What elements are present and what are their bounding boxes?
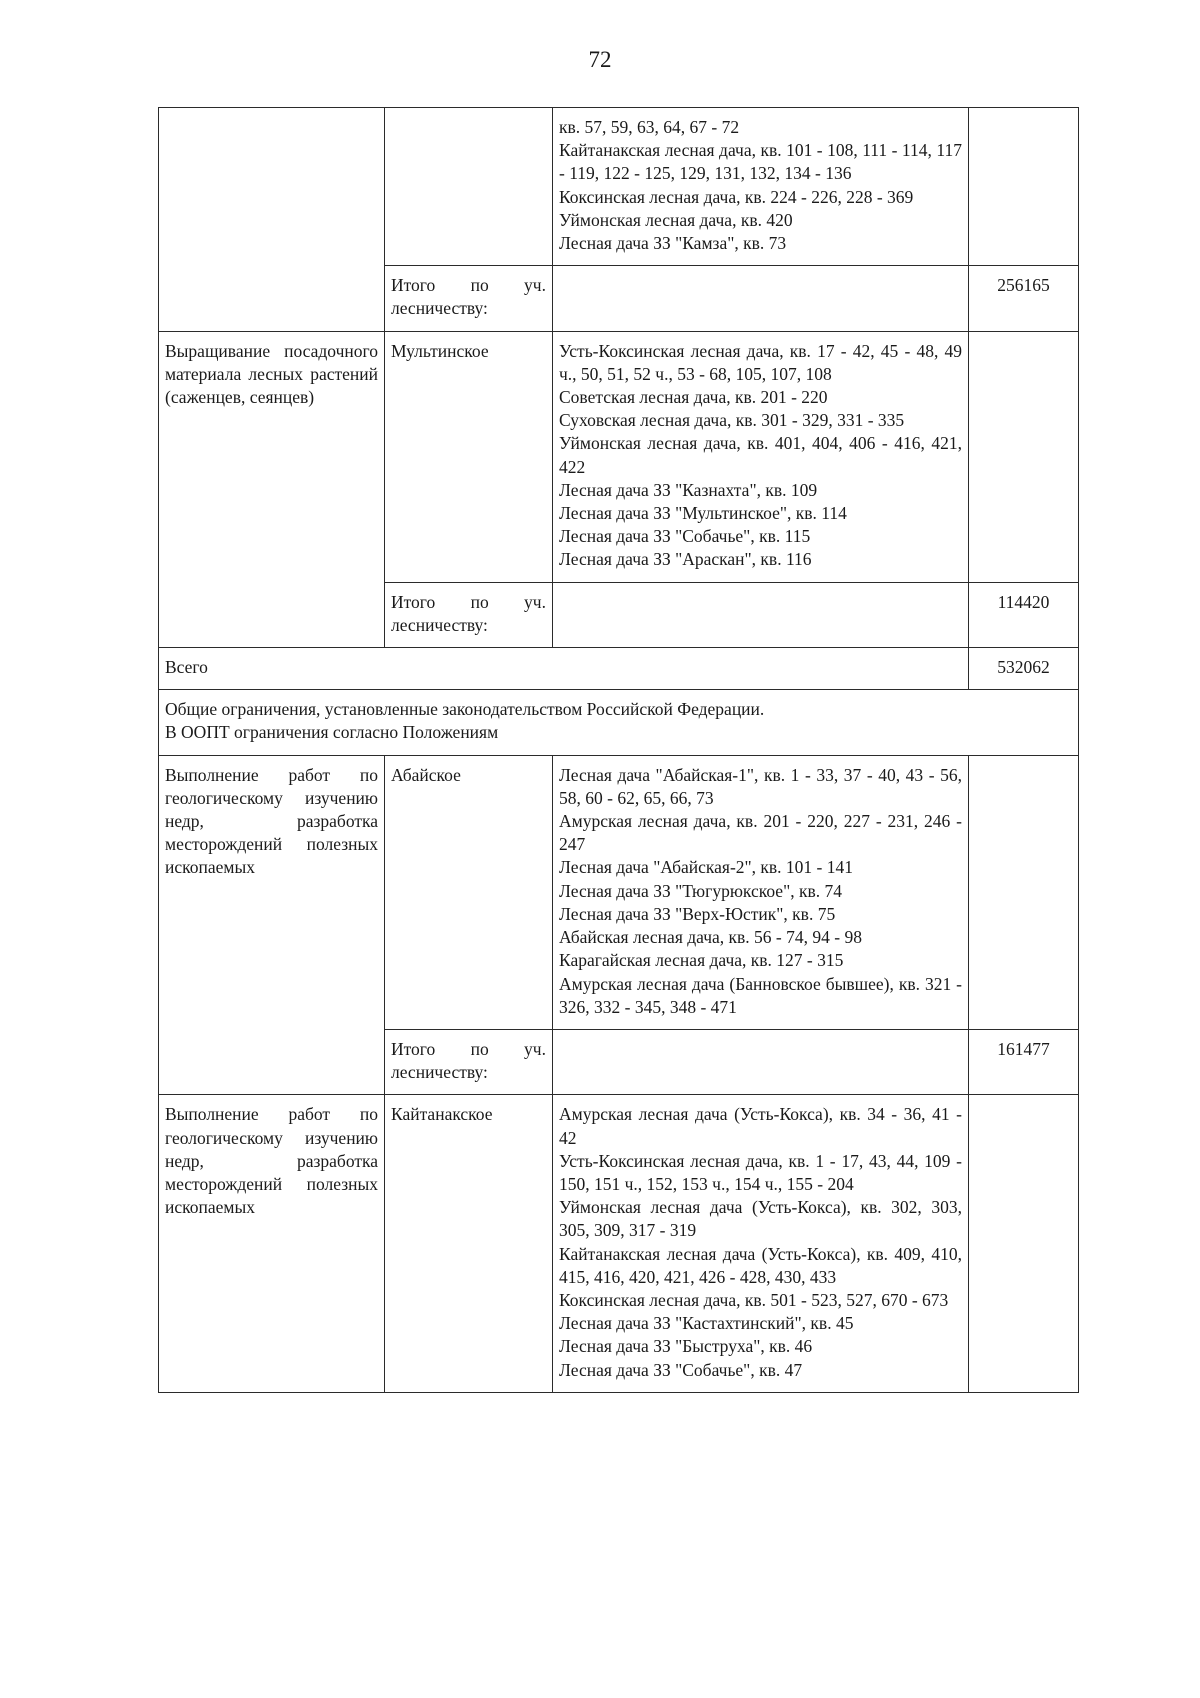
quarter-line: Уймонская лесная дача, кв. 401, 404, 406 - 416, 421, 422	[559, 433, 962, 477]
quarter-line: Лесная дача ЗЗ "Камза", кв. 73	[559, 233, 787, 254]
quarter-line: Усть-Коксинская лесная дача, кв. 1 - 17, 43, 44, 109 - 150, 151 ч., 152, 153 ч., 154 ч., 155 - 204	[559, 1150, 962, 1194]
subtotal-quarters-cell	[553, 266, 969, 331]
quarter-line: Амурская лесная дача, кв. 201 - 220, 227 - 231, 246 - 247	[559, 811, 962, 855]
forestry-cell: Мультинское	[385, 331, 553, 582]
activity-cell: Выращивание посадочного материала лесных растений (саженцев, сеянцев)	[159, 331, 385, 647]
table-row	[159, 108, 1079, 266]
subtotal-value: 114420	[969, 582, 1079, 647]
quarter-line: Лесная дача ЗЗ "Собачье", кв. 47	[559, 1359, 803, 1380]
table-row	[159, 755, 1079, 1029]
quarter-line: Усть-Коксинская лесная дача, кв. 17 - 42, 45 - 48, 49 ч., 50, 51, 52 ч., 53 - 68, 105, 107, 108	[559, 340, 962, 384]
quarter-line: Коксинская лесная дача, кв. 224 - 226, 228 - 369	[559, 186, 914, 207]
activity-cell	[159, 108, 385, 332]
quarter-line: Лесная дача ЗЗ "Мультинское", кв. 114	[559, 503, 847, 524]
quarter-line: Кайтанакская лесная дача (Усть-Кокса), кв. 409, 410, 415, 416, 420, 421, 426 - 428, 430, 433	[559, 1243, 962, 1287]
page-number: 72	[588, 47, 612, 72]
quarter-line: Суховская лесная дача, кв. 301 - 329, 331 - 335	[559, 410, 905, 431]
quarter-line: Лесная дача ЗЗ "Верх-Юстик", кв. 75	[559, 903, 836, 924]
total-value: 532062	[969, 648, 1079, 690]
total-row	[159, 648, 1079, 690]
quarter-line: Лесная дача ЗЗ "Кастахтинский", кв. 45	[559, 1313, 854, 1334]
quarter-line: Лесная дача ЗЗ "Араскан", кв. 116	[559, 549, 812, 570]
quarter-line: Лесная дача ЗЗ "Казнахта", кв. 109	[559, 479, 818, 500]
quarter-line: Коксинская лесная дача, кв. 501 - 523, 527, 670 - 673	[559, 1289, 949, 1310]
quarter-line: Советская лесная дача, кв. 201 - 220	[559, 387, 828, 408]
area-cell	[969, 108, 1079, 266]
quarter-line: Лесная дача "Абайская-1", кв. 1 - 33, 37 - 40, 43 - 56, 58, 60 - 62, 65, 66, 73	[559, 764, 962, 808]
activity-cell: Выполнение работ по геологическому изучению недр, разработка месторождений полезных ископаемых	[159, 1095, 385, 1392]
quarter-line: Уймонская лесная дача (Усть-Кокса), кв. 302, 303, 305, 309, 317 - 319	[559, 1197, 962, 1241]
quarters-cell	[553, 1095, 969, 1392]
quarter-line: Лесная дача ЗЗ "Быструха", кв. 46	[559, 1336, 813, 1357]
quarter-line: Лесная дача "Абайская-2", кв. 101 - 141	[559, 857, 854, 878]
table-row	[159, 1095, 1079, 1392]
quarter-line: Карагайская лесная дача, кв. 127 - 315	[559, 950, 844, 971]
quarters-cell	[553, 331, 969, 582]
forestry-cell	[385, 108, 553, 266]
subtotal-quarters-cell	[553, 1029, 969, 1094]
quarters-cell	[553, 755, 969, 1029]
table-row	[159, 331, 1079, 582]
quarter-line: Кайтанакская лесная дача, кв. 101 - 108, 111 - 114, 117 - 119, 122 - 125, 129, 131, 132, 134 - 136	[559, 140, 962, 184]
subtotal-label: Итого по уч. лесничеству:	[385, 582, 553, 647]
subtotal-value: 256165	[969, 266, 1079, 331]
quarter-line: Амурская лесная дача (Усть-Кокса), кв. 34 - 36, 41 - 42	[559, 1104, 962, 1148]
forest-use-table	[158, 107, 1079, 1393]
quarter-line: Лесная дача ЗЗ "Тюгурюкское", кв. 74	[559, 880, 842, 901]
quarter-line: Амурская лесная дача (Банновское бывшее), кв. 321 - 326, 332 - 345, 348 - 471	[559, 973, 962, 1017]
restriction-note: Общие ограничения, установленные законодательством Российской Федерации. В ООПТ ограничения согласно Положениям	[159, 690, 1079, 755]
subtotal-label: Итого по уч. лесничеству:	[385, 1029, 553, 1094]
restriction-row	[159, 690, 1079, 755]
total-label: Всего	[159, 648, 969, 690]
quarter-line: кв. 57, 59, 63, 64, 67 - 72	[559, 117, 740, 137]
area-cell	[969, 755, 1079, 1029]
area-cell	[969, 331, 1079, 582]
subtotal-value: 161477	[969, 1029, 1079, 1094]
subtotal-label: Итого по уч. лесничеству:	[385, 266, 553, 331]
forestry-cell: Абайское	[385, 755, 553, 1029]
quarter-line: Абайская лесная дача, кв. 56 - 74, 94 - 98	[559, 927, 862, 948]
forestry-cell: Кайтанакское	[385, 1095, 553, 1392]
quarter-line: Лесная дача ЗЗ "Собачье", кв. 115	[559, 526, 811, 547]
area-cell	[969, 1095, 1079, 1392]
activity-cell: Выполнение работ по геологическому изучению недр, разработка месторождений полезных ископаемых	[159, 755, 385, 1095]
quarters-cell	[553, 108, 969, 266]
quarter-line: Уймонская лесная дача, кв. 420	[559, 209, 793, 230]
subtotal-quarters-cell	[553, 582, 969, 647]
